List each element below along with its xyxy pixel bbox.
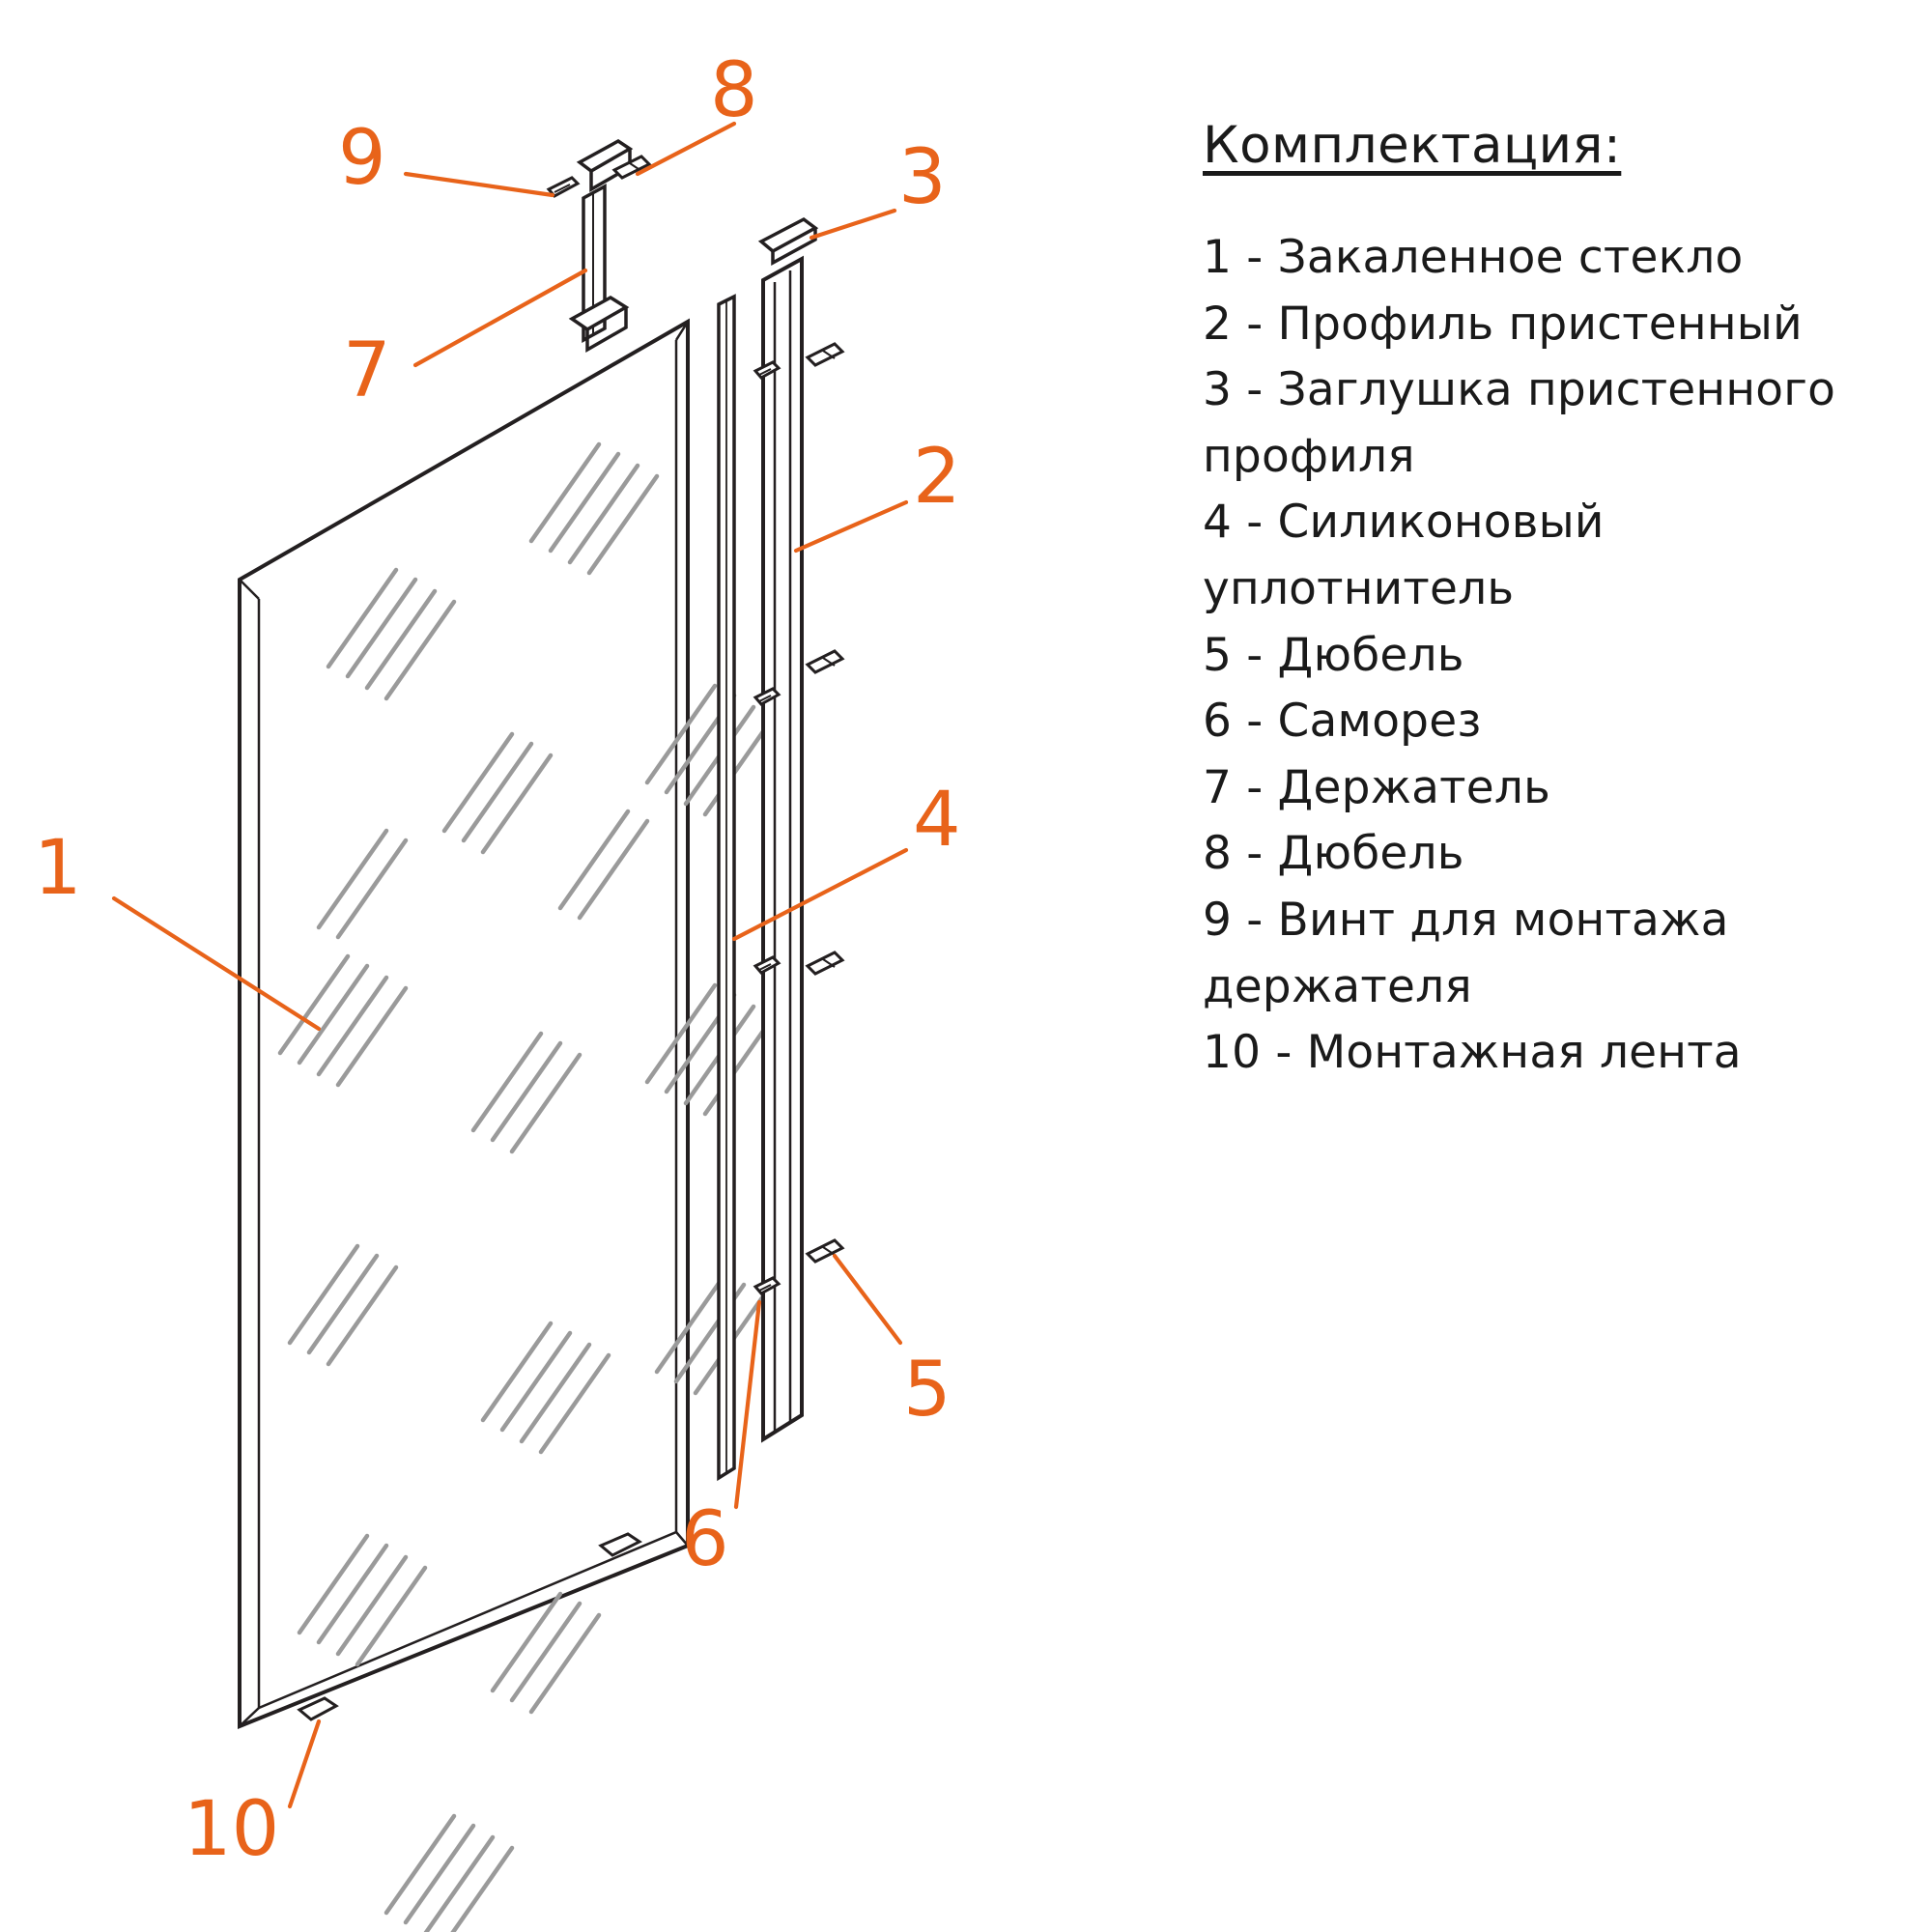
callout-7: 7 [343, 327, 391, 414]
legend-item-10: 10 - Монтажная лента [1203, 1026, 1742, 1080]
leader-2 [796, 502, 906, 551]
legend-list [1203, 225, 1898, 1087]
dowel [808, 651, 842, 672]
legend-item-9: 9 - Винт для монтажа держателя [1203, 894, 1729, 1013]
callout-3: 3 [898, 134, 947, 221]
legend-item-6: 6 - Саморез [1203, 695, 1482, 749]
wall-profile [761, 219, 815, 1439]
legend-item-1: 1 - Закаленное стекло [1203, 231, 1744, 284]
legend-item-4: 4 - Силиконовый уплотнитель [1203, 496, 1605, 616]
leader-7 [415, 270, 585, 365]
callout-10: 10 [184, 1786, 280, 1873]
callout-5: 5 [903, 1347, 952, 1434]
leader-9 [406, 174, 553, 195]
callout-4: 4 [913, 777, 961, 864]
leader-5 [835, 1256, 900, 1343]
leader-3 [811, 211, 895, 238]
legend-item-7: 7 - Держатель [1203, 760, 1550, 814]
leader-10 [290, 1721, 319, 1806]
glass-panel [240, 322, 773, 1932]
holder-dowel [614, 156, 649, 178]
legend-item-2: 2 - Профиль пристенный [1203, 297, 1803, 351]
callout-8: 8 [710, 47, 758, 134]
callout-9: 9 [338, 115, 386, 202]
callout-2: 2 [913, 434, 961, 521]
callout-1: 1 [34, 825, 82, 912]
dowel [808, 952, 842, 974]
callout-6: 6 [681, 1496, 729, 1583]
profile-end-cap [761, 219, 815, 263]
legend-item-3: 3 - Заглушка пристенного профиля [1203, 363, 1836, 483]
legend-item-5: 5 - Дюбель [1203, 628, 1464, 682]
legend-title: Комплектация: [1203, 116, 1622, 175]
legend-item-8: 8 - Дюбель [1203, 827, 1464, 881]
silicone-seal [719, 297, 734, 1478]
leader-4 [734, 850, 906, 939]
holder-assembly [549, 141, 649, 350]
parts-legend [1203, 116, 1898, 1087]
dowel [808, 344, 842, 365]
